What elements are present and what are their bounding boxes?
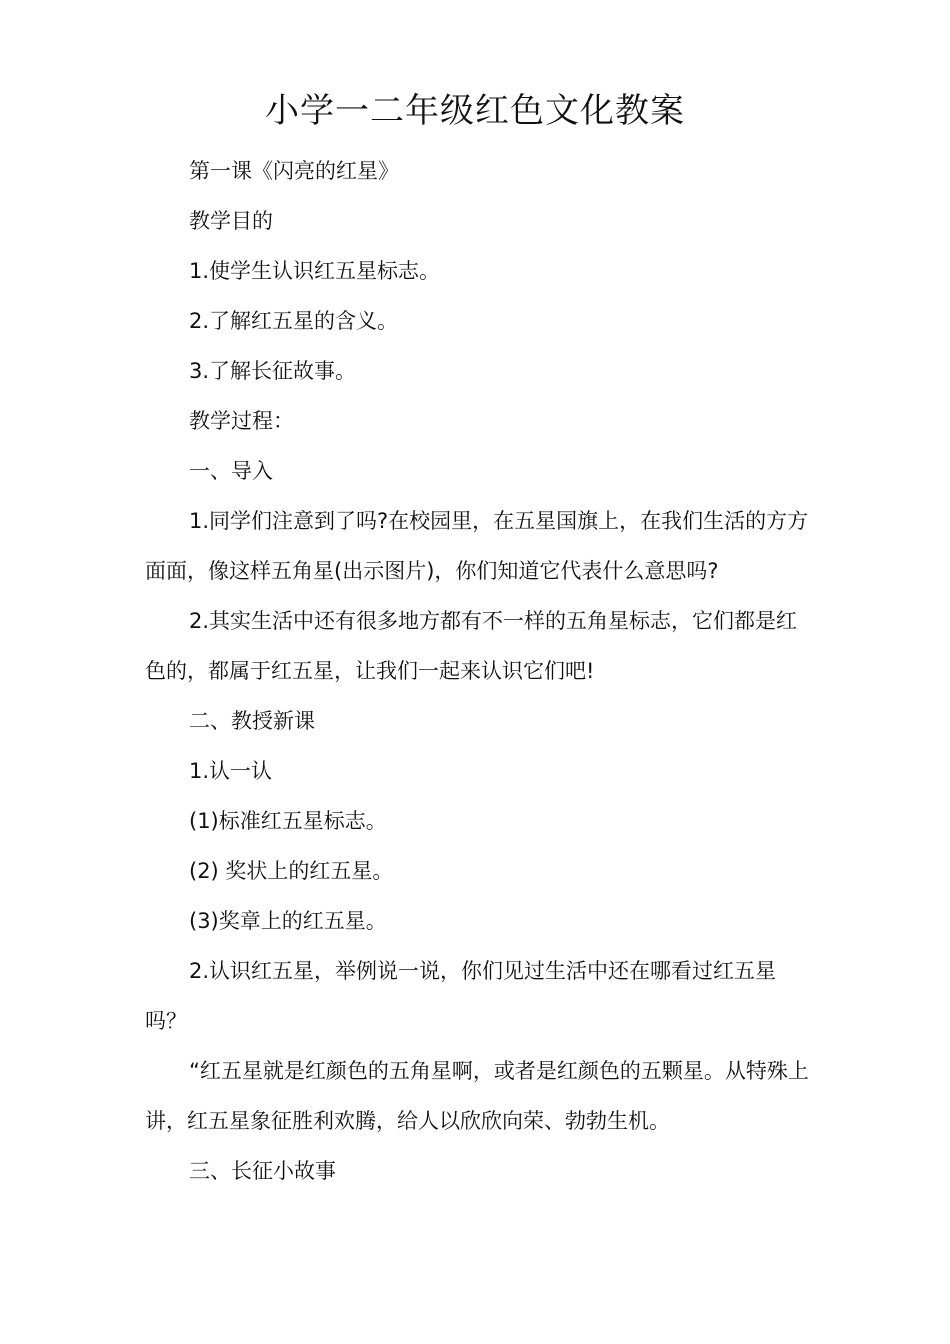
list-item: (1)标准红五星标志。 [189,809,387,833]
objective-item: 1.使学生认识红五星标志。 [189,259,441,283]
list-item: (2) 奖状上的红五星。 [189,859,394,883]
subsection-heading: 二、教授新课 [189,709,315,733]
subsection-heading: 一、导入 [189,459,273,483]
objective-item: 2.了解红五星的含义。 [189,309,399,333]
section-heading-objectives: 教学目的 [189,209,273,233]
lesson-heading: 第一课《闪亮的红星》 [189,159,399,183]
list-item: (3)奖章上的红五星。 [189,909,387,933]
body-paragraph: 2.认识红五星，举例说一说，你们见过生活中还在哪看过红五星吗？ [145,959,777,1033]
body-paragraph: “红五星就是红颜色的五角星啊，或者是红颜色的五颗星。从特殊上讲，红五星象征胜利欢腾，给人以欣欣向荣、勃勃生机。 [145,1059,809,1133]
objective-item: 3.了解长征故事。 [189,359,357,383]
body-paragraph: 1.同学们注意到了吗?在校园里，在五星国旗上，在我们生活的方方面面，像这样五角星(出示图片)，你们知道它代表什么意思吗? [145,509,809,583]
section-heading-process: 教学过程： [189,409,294,433]
body-paragraph: 2.其实生活中还有很多地方都有不一样的五角星标志，它们都是红色的，都属于红五星，让我们一起来认识它们吧! [145,609,798,683]
subsection-heading: 三、长征小故事 [189,1159,336,1183]
document-title: 小学一二年级红色文化教案 [265,91,685,131]
document-body [145,146,817,1196]
list-item: 1.认一认 [189,759,273,783]
